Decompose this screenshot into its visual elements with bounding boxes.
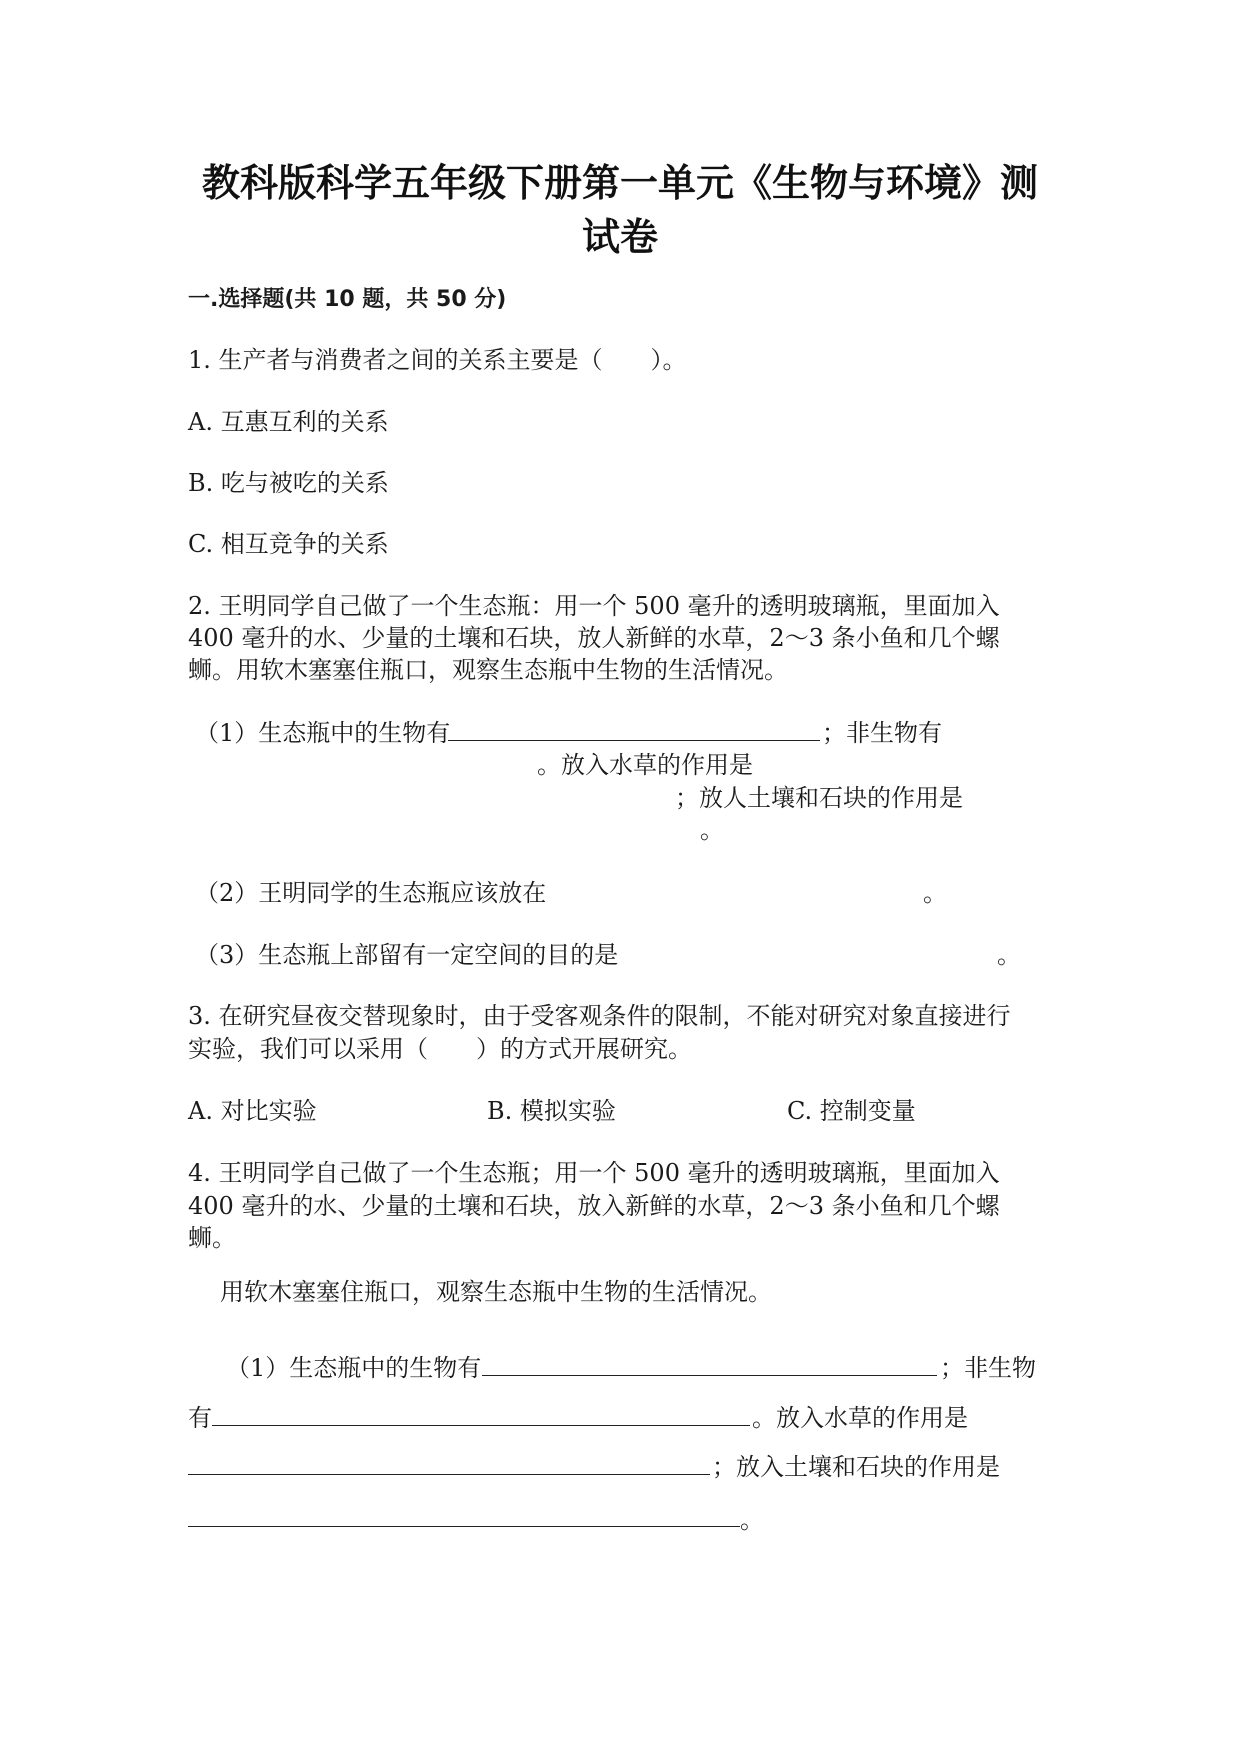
question-4-sub-1-soil: ；放入土壤和石块的作用是 bbox=[712, 1453, 1000, 1481]
question-2-sub-1-waterweed: 。放入水草的作用是 bbox=[537, 751, 753, 779]
question-2-sub-1-label: （1）生态瓶中的生物有 bbox=[195, 719, 451, 747]
question-2-sub-1-nonliving: ；非生物有 bbox=[822, 719, 942, 747]
question-1-stem: 1. 生产者与消费者之间的关系主要是（ ）。 bbox=[188, 346, 687, 374]
question-4-sub-1-nonliving: ；非生物 bbox=[940, 1354, 1036, 1382]
question-2-stem-line-3: 蛳。用软木塞塞住瓶口，观察生态瓶中生物的生活情况。 bbox=[188, 656, 788, 684]
page-title: 教科版科学五年级下册第一单元《生物与环境》测 bbox=[201, 161, 1038, 205]
question-3-stem-line-1: 3. 在研究昼夜交替现象时，由于受客观条件的限制，不能对研究对象直接进行 bbox=[188, 1002, 1011, 1030]
question-2-stem-line-2: 400 毫升的水、少量的土壤和石块，放人新鲜的水草，2～3 条小鱼和几个螺 bbox=[188, 624, 1000, 652]
question-1-option-b: B. 吃与被吃的关系 bbox=[188, 469, 389, 497]
question-3-option-a: A. 对比实验 bbox=[188, 1097, 317, 1125]
question-4-sub-1-you: 有 bbox=[188, 1404, 212, 1432]
question-4-sub-1-waterweed: 。放入水草的作用是 bbox=[752, 1404, 968, 1432]
question-1-option-a: A. 互惠互利的关系 bbox=[188, 408, 389, 436]
answer-blank[interactable] bbox=[448, 740, 820, 741]
answer-blank[interactable] bbox=[212, 1425, 750, 1426]
answer-blank[interactable] bbox=[482, 1375, 937, 1376]
question-1-option-c: C. 相互竞争的关系 bbox=[188, 530, 389, 558]
question-4-sub-1-label: （1）生态瓶中的生物有 bbox=[226, 1354, 482, 1382]
page-title-continued: 试卷 bbox=[581, 215, 658, 259]
question-3-stem-line-2: 实验，我们可以采用（ ）的方式开展研究。 bbox=[188, 1035, 692, 1063]
question-2-sub-1-soil: ；放人土壤和石块的作用是 bbox=[675, 784, 963, 812]
section-heading: 一.选择题(共 10 题，共 50 分) bbox=[188, 287, 507, 312]
answer-blank[interactable] bbox=[188, 1474, 710, 1475]
question-4-sub-1-end: 。 bbox=[740, 1506, 764, 1534]
question-2-sub-2-end: 。 bbox=[923, 879, 947, 907]
answer-blank[interactable] bbox=[188, 1526, 740, 1527]
question-3-option-b: B. 模拟实验 bbox=[487, 1097, 616, 1125]
question-2-stem-line-1: 2. 王明同学自己做了一个生态瓶：用一个 500 毫升的透明玻璃瓶，里面加入 bbox=[188, 592, 1000, 620]
question-2-sub-2: （2）王明同学的生态瓶应该放在 bbox=[195, 879, 547, 907]
question-4-stem-line-3: 蛳。 bbox=[188, 1224, 236, 1252]
question-4-stem-line-1: 4. 王明同学自己做了一个生态瓶；用一个 500 毫升的透明玻璃瓶，里面加入 bbox=[188, 1159, 1000, 1187]
question-2-sub-1-end: 。 bbox=[700, 816, 724, 844]
question-2-sub-3: （3）生态瓶上部留有一定空间的目的是 bbox=[195, 941, 619, 969]
question-4-stem-line-2: 400 毫升的水、少量的土壤和石块，放入新鲜的水草，2～3 条小鱼和几个螺 bbox=[188, 1192, 1000, 1220]
question-4-paragraph: 用软木塞塞住瓶口，观察生态瓶中生物的生活情况。 bbox=[220, 1278, 772, 1306]
question-2-sub-3-end: 。 bbox=[997, 941, 1021, 969]
question-3-option-c: C. 控制变量 bbox=[787, 1097, 916, 1125]
